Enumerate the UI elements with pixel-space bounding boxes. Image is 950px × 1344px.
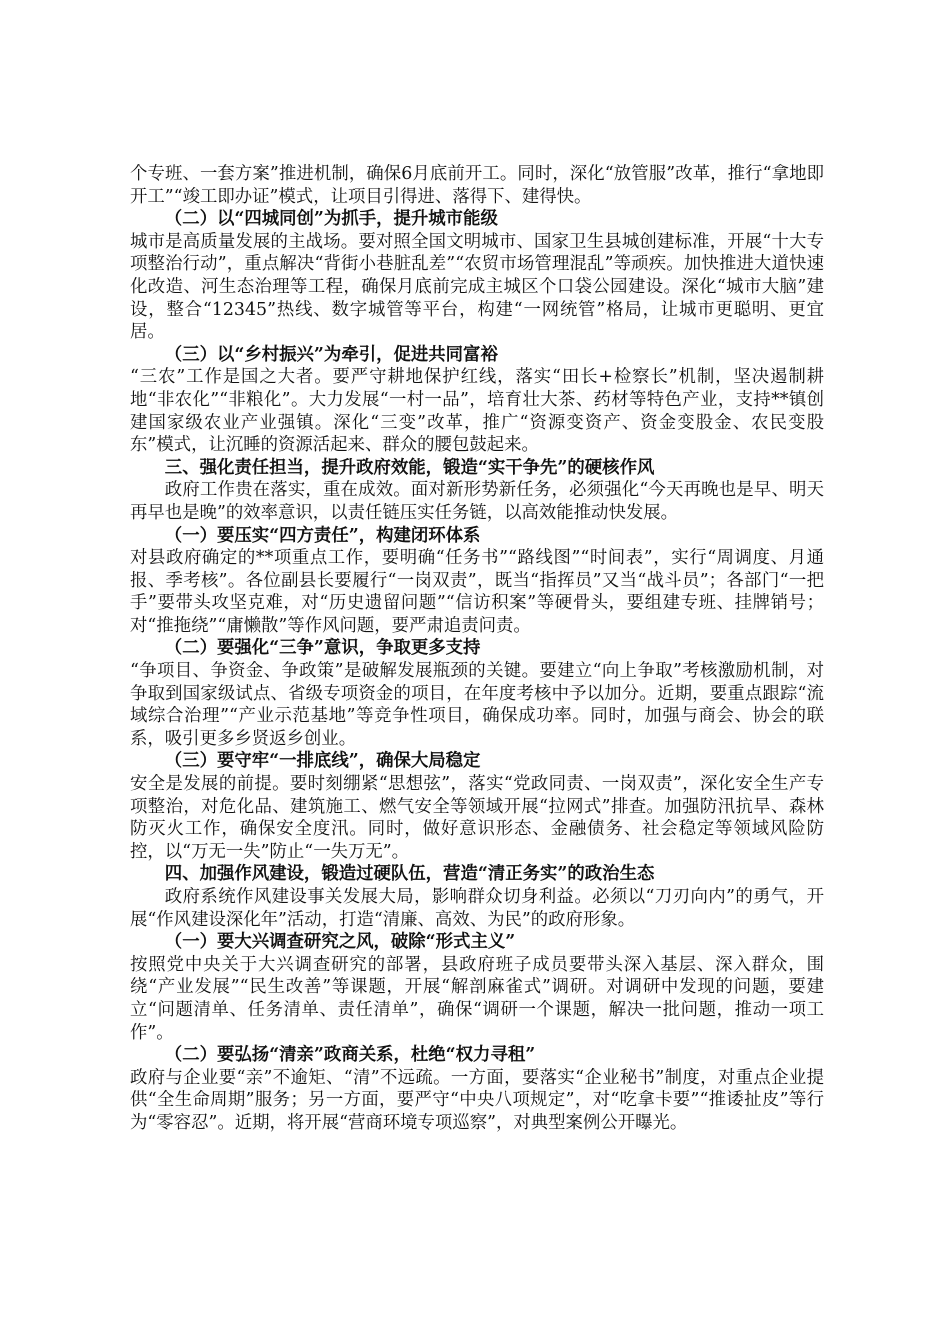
section-subheading: （一）要大兴调查研究之风，破除“形式主义” [164, 932, 516, 953]
body-paragraph: 政府工作贵在落实，重在成效。面对新形势新任务，必须强化“今天再晚也是早、明天再早也是晚”的效率意识，以责任链压实任务链，以高效能推动快发展。 [130, 480, 824, 523]
body-paragraph: 政府系统作风建设事关发展大局，影响群众切身利益。必须以“刀刃向内”的勇气，开展“作风建设深化年”活动，打造“清廉、高效、为民”的政府形象。 [130, 887, 824, 930]
section-subheading: （一）要压实“四方责任”，构建闭环体系 [164, 525, 481, 546]
body-paragraph: 安全是发展的前提。要时刻绷紧“思想弦”，落实“党政同责、一岗双责”，深化安全生产专项整治，对危化品、建筑施工、燃气安全等领域开展“拉网式”排查。加强防汛抗旱、森林防灭火工作，确保安全度汛。同时，做好意识形态、金融债务、社会稳定等领域风险防控，以“万无一失”防止“一失万无”。 [130, 774, 824, 862]
body-paragraph: 个专班、一套方案”推进机制，确保6月底前开工。同时，深化“放管服”改革，推行“拿地即开工”“竣工即办证”模式，让项目引得进、落得下、建得快。 [130, 164, 824, 207]
section-heading: 三、强化责任担当，提升政府效能，锻造“实干争先”的硬核作风 [164, 457, 655, 478]
section-subheading: （二）以“四城同创”为抓手，提升城市能级 [164, 209, 498, 230]
body-paragraph: 政府与企业要“亲”不逾矩、“清”不远疏。一方面，要落实“企业秘书”制度，对重点企业提供“全生命周期”服务；另一方面，要严守“中央八项规定”，对“吃拿卡要”“推诿扯皮”等行为“零容忍”。近期，将开展“营商环境专项巡察”，对典型案例公开曝光。 [130, 1067, 824, 1133]
section-subheading: （三）以“乡村振兴”为牵引，促进共同富裕 [164, 344, 498, 365]
body-paragraph: “三农”工作是国之大者。要严守耕地保护红线，落实“田长+检察长”机制，坚决遏制耕地“非农化”“非粮化”。大力发展“一村一品”，培育壮大茶、药材等特色产业，支持**镇创建国家级农业产业强镇。深化“三变”改革，推广“资源变资产、资金变股金、农民变股东”模式，让沉睡的资源活起来、群众的腰包鼓起来。 [130, 367, 824, 456]
section-subheading: （二）要弘扬“清亲”政商关系，杜绝“权力寻租” [164, 1045, 536, 1066]
body-paragraph: 城市是高质量发展的主战场。要对照全国文明城市、国家卫生县城创建标准，开展“十大专项整治行动”，重点解决“背街小巷脏乱差”“农贸市场管理混乱”等顽疾。加快推进大道快速化改造、河生态治理等工程，确保月底前完成主城区个口袋公园建设。深化“城市大脑”建设，整合“12345”热线、数字城管等平台，构建“一网统管”格局，让城市更聪明、更宜居。 [130, 231, 824, 343]
document-page [130, 163, 824, 1135]
section-heading: 四、加强作风建设，锻造过硬队伍，营造“清正务实”的政治生态 [164, 864, 655, 885]
body-paragraph: 对县政府确定的**项重点工作，要明确“任务书”“路线图”“时间表”，实行“周调度、月通报、季考核”。各位副县长要履行“一岗双责”，既当“指挥员”又当“战斗员”；各部门“一把手”要带头攻坚克难，对“历史遗留问题”“信访积案”等硬骨头，要组建专班、挂牌销号；对“推拖绕”“庸懒散”等作风问题，要严肃追责问责。 [130, 548, 824, 636]
section-subheading: （二）要强化“三争”意识，争取更多支持 [164, 638, 481, 659]
body-paragraph: 按照党中央关于大兴调查研究的部署，县政府班子成员要带头深入基层、深入群众，围绕“产业发展”“民生改善”等课题，开展“解剖麻雀式”调研。对调研中发现的问题，要建立“问题清单、任务清单、责任清单”，确保“调研一个课题，解决一批问题，推动一项工作”。 [130, 954, 824, 1043]
body-paragraph: “争项目、争资金、争政策”是破解发展瓶颈的关键。要建立“向上争取”考核激励机制，对争取到国家级试点、省级专项资金的项目，在年度考核中予以加分。近期，要重点跟踪“流域综合治理”“产业示范基地”等竞争性项目，确保成功率。同时，加强与商会、协会的联系，吸引更多乡贤返乡创业。 [130, 661, 824, 749]
section-subheading: （三）要守牢“一排底线”，确保大局稳定 [164, 751, 481, 772]
